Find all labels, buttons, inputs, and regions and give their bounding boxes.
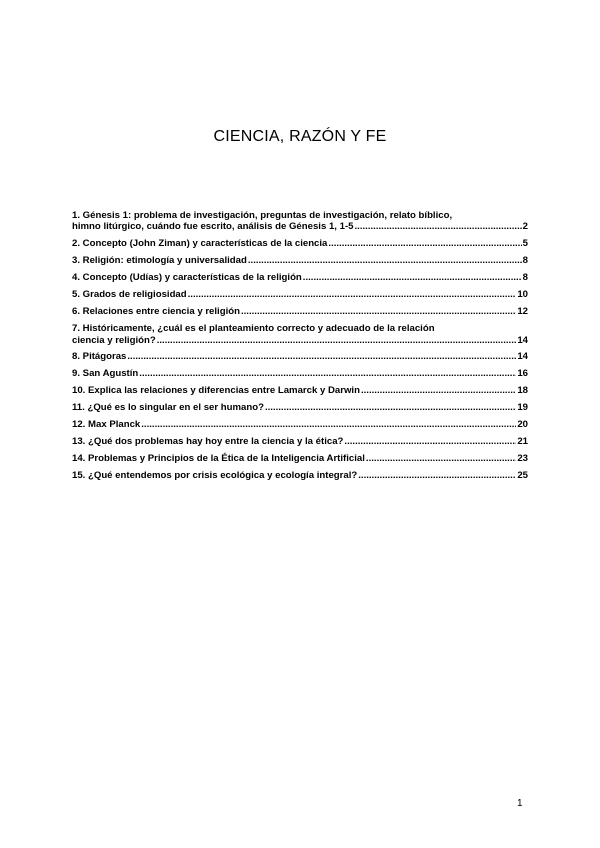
toc-entry[interactable] xyxy=(72,272,528,283)
dot-leader xyxy=(328,238,521,249)
toc-entry-title: 4. Concepto (Udías) y características de la religión xyxy=(72,272,302,284)
toc-entry-title: 6. Relaciones entre ciencia y religión xyxy=(72,306,240,318)
toc-entry-page: 18 xyxy=(517,385,528,397)
page-number: 1 xyxy=(517,798,523,809)
toc-entry-title: 9. San Agustín xyxy=(72,368,139,380)
toc-entry[interactable] xyxy=(72,238,528,249)
toc-entry-page: 8 xyxy=(522,255,528,267)
toc-entry-page: 20 xyxy=(517,419,528,431)
toc-entry-title: 11. ¿Qué es lo singular en el ser humano? xyxy=(72,402,264,414)
document-title: CIENCIA, RAZÓN Y FE xyxy=(213,127,387,145)
toc-entry[interactable] xyxy=(72,453,528,464)
toc-entry[interactable] xyxy=(72,385,528,396)
toc-entry[interactable] xyxy=(72,323,528,346)
dot-leader xyxy=(241,306,516,317)
toc-entry-page: 23 xyxy=(517,453,528,465)
dot-leader xyxy=(157,335,517,346)
toc-entry-title: 15. ¿Qué entendemos por crisis ecológica y ecología integral? xyxy=(72,470,358,482)
toc-entry[interactable] xyxy=(72,255,528,266)
toc-entry[interactable] xyxy=(72,289,528,300)
toc-entry[interactable] xyxy=(72,419,528,430)
dot-leader xyxy=(361,385,516,396)
toc-entry[interactable] xyxy=(72,470,528,481)
toc-entry-page: 8 xyxy=(522,272,528,284)
toc-entry-title: himno litúrgico, cuándo fue escrito, análisis de Génesis 1, 1-5 xyxy=(72,221,354,233)
dot-leader xyxy=(139,368,516,379)
toc-entry-title: 12. Max Planck xyxy=(72,419,141,431)
toc-entry-title: 3. Religión: etimología y universalidad xyxy=(72,255,247,267)
dot-leader xyxy=(366,453,516,464)
toc-entry-page: 12 xyxy=(517,306,528,318)
toc-entry-title-line: 1. Génesis 1: problema de investigación, preguntas de investigación, relato bíblico, xyxy=(72,210,453,221)
dot-leader xyxy=(188,289,517,300)
toc-entry-page: 5 xyxy=(522,238,528,250)
dot-leader xyxy=(141,419,516,430)
toc-entry-title: 14. Problemas y Principios de la Ética de la Inteligencia Artificial xyxy=(72,453,365,465)
table-of-contents xyxy=(72,210,528,487)
toc-entry[interactable] xyxy=(72,436,528,447)
dot-leader xyxy=(248,255,522,266)
toc-entry-title: 10. Explica las relaciones y diferencias entre Lamarck y Darwin xyxy=(72,385,360,397)
toc-entry-page: 2 xyxy=(522,221,528,233)
toc-entry-title: ciencia y religión? xyxy=(72,334,156,346)
dot-leader xyxy=(355,221,522,232)
toc-entry[interactable] xyxy=(72,306,528,317)
toc-entry-page: 19 xyxy=(517,402,528,414)
dot-leader xyxy=(358,470,516,481)
toc-entry[interactable] xyxy=(72,210,528,233)
toc-entry-title-line: 7. Históricamente, ¿cuál es el planteamiento correcto y adecuado de la relación xyxy=(72,323,435,335)
toc-entry-title: 5. Grados de religiosidad xyxy=(72,289,187,301)
toc-entry-page: 25 xyxy=(517,470,528,482)
toc-entry-page: 14 xyxy=(517,334,528,346)
toc-entry[interactable] xyxy=(72,402,528,413)
dot-leader xyxy=(303,272,522,283)
toc-entry-title: 8. Pitágoras xyxy=(72,351,127,363)
dot-leader xyxy=(265,402,516,413)
toc-entry-page: 14 xyxy=(517,351,528,363)
toc-entry-page: 21 xyxy=(517,436,528,448)
toc-entry[interactable] xyxy=(72,368,528,379)
toc-entry-page: 16 xyxy=(517,368,528,380)
toc-entry-title: 2. Concepto (John Ziman) y características de la ciencia xyxy=(72,238,328,250)
toc-entry-title: 13. ¿Qué dos problemas hay hoy entre la ciencia y la ética? xyxy=(72,436,344,448)
dot-leader xyxy=(344,436,516,447)
toc-entry-page: 10 xyxy=(517,289,528,301)
toc-entry[interactable] xyxy=(72,351,528,362)
dot-leader xyxy=(127,351,516,362)
